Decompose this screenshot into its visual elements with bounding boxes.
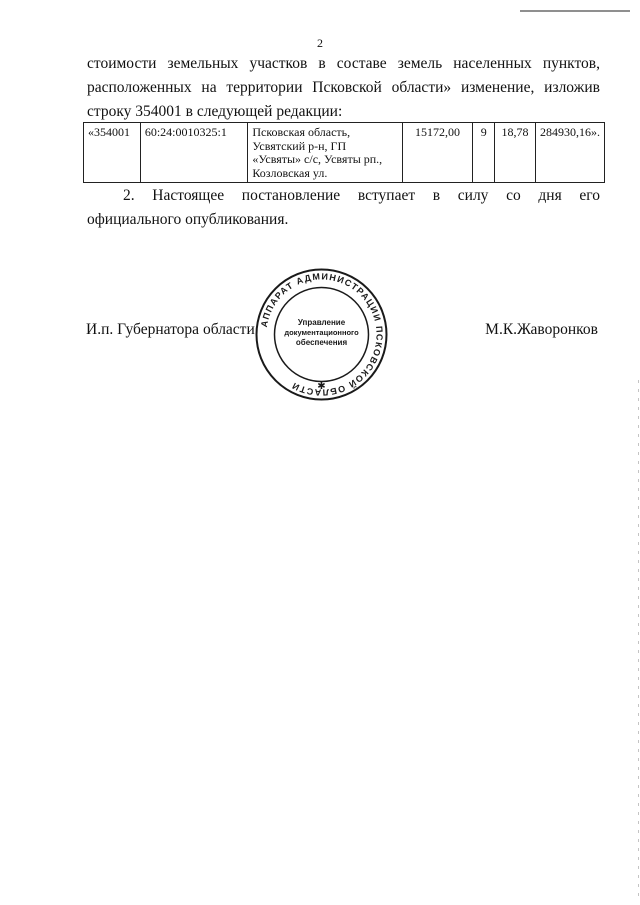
cell-rate: 18,78 bbox=[495, 123, 536, 183]
cell-group: 9 bbox=[473, 123, 495, 183]
stamp-center-line: Управление bbox=[297, 318, 346, 327]
scan-artifact bbox=[520, 10, 630, 12]
cell-area: 15172,00 bbox=[402, 123, 473, 183]
stamp-star-icon: ✱ bbox=[317, 381, 326, 392]
stamp-center-line: обеспечения bbox=[295, 338, 348, 347]
table-row bbox=[84, 123, 605, 183]
paragraph-1 bbox=[87, 52, 600, 124]
address-line: Козловская ул. bbox=[252, 165, 328, 180]
paragraph-1-line: стоимости земельных участков в составе земель населенных пунктов, bbox=[87, 55, 600, 72]
paragraph-2-line: 2. Настоящее постановление вступает в силу со дня его bbox=[123, 187, 600, 204]
address-line: Усвятский р-н, ГП bbox=[252, 138, 347, 153]
cell-code: «354001 bbox=[84, 123, 141, 183]
scan-artifact bbox=[638, 380, 639, 900]
paragraph-1-line: расположенных на территории Псковской области» изменение, изложив bbox=[87, 79, 600, 96]
signatory-title: И.п. Губернатора области bbox=[86, 321, 255, 338]
amendment-table bbox=[83, 122, 605, 183]
paragraph-2-line: официального опубликования. bbox=[87, 211, 289, 228]
cell-address bbox=[248, 123, 402, 183]
paragraph-2 bbox=[87, 184, 600, 232]
address-line: Псковская область, bbox=[252, 125, 351, 139]
signatory-name: М.К.Жаворонков bbox=[485, 321, 598, 338]
cell-value: 284930,16». bbox=[536, 123, 605, 183]
stamp-ring-text: АППАРАТ АДМИНИСТРАЦИИ ПСКОВСКОЙ ОБЛАСТИ bbox=[258, 271, 385, 398]
stamp-center-line: документационного bbox=[284, 328, 359, 337]
page-number: 2 bbox=[317, 36, 323, 50]
address-line: «Усвяты» с/с, Усвяты рп., bbox=[252, 152, 383, 166]
cell-cadastral-number: 60:24:0010325:1 bbox=[140, 123, 248, 183]
official-stamp bbox=[254, 267, 389, 402]
paragraph-1-line: строку 354001 в следующей редакции: bbox=[87, 103, 343, 120]
